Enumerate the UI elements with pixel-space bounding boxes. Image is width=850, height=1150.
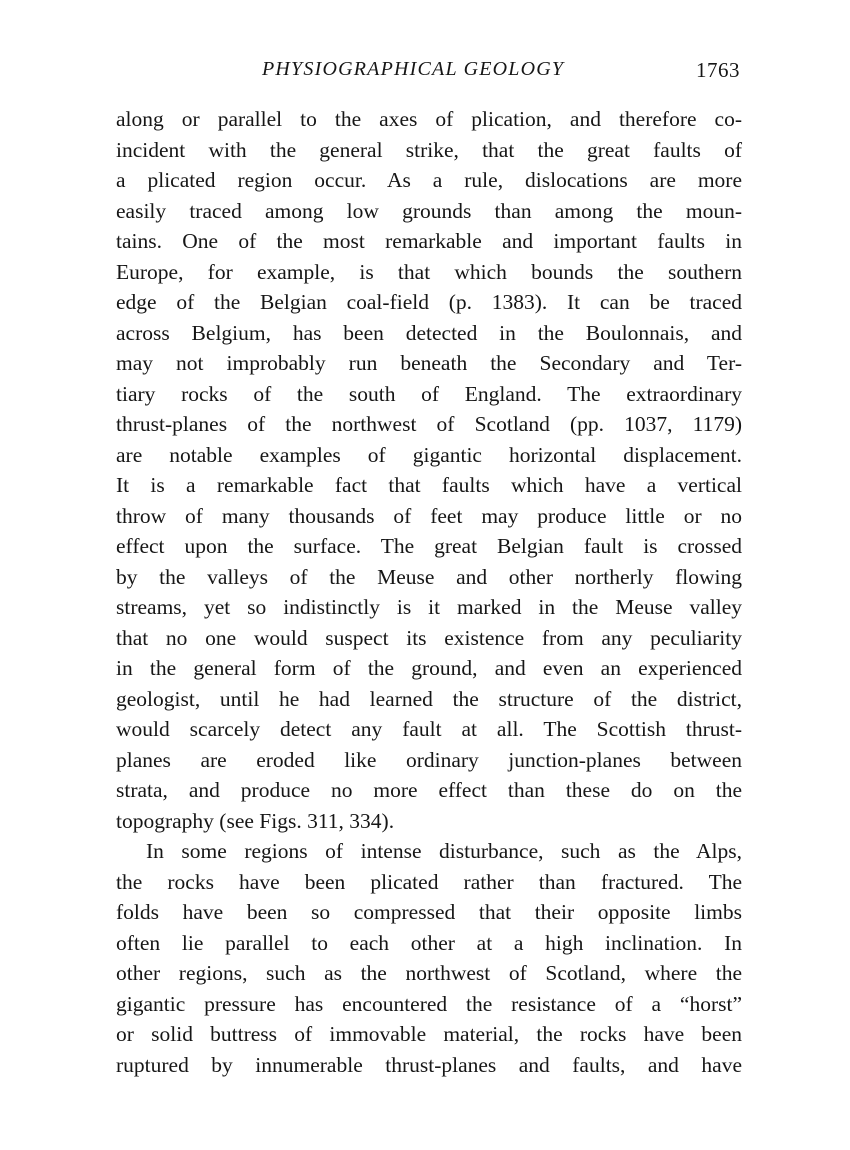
text-line: a plicated region occur. As a rule, dislocations are more [116, 168, 742, 192]
text-line: gigantic pressure has encountered the resistance of a “horst” [116, 991, 742, 1016]
text-line: may not improbably run beneath the Secondary and Ter- [116, 351, 742, 375]
text-line: ruptured by innumerable thrust-planes and faults, and have [116, 1052, 742, 1077]
text-line: or solid buttress of immovable material, the rocks have been [116, 1022, 742, 1046]
text-line: effect upon the surface. The great Belgian fault is crossed [116, 534, 742, 558]
text-line: across Belgium, has been detected in the Boulonnais, and [116, 320, 742, 345]
text-line: strata, and produce no more effect than these do on the [116, 778, 742, 802]
text-line: often lie parallel to each other at a high inclination. In [116, 930, 742, 955]
text-line: are notable examples of gigantic horizontal displacement. [116, 442, 742, 467]
text-line: the rocks have been plicated rather than fractured. The [116, 869, 742, 894]
text-line: planes are eroded like ordinary junction-planes between [116, 747, 742, 772]
paragraph [116, 836, 742, 1080]
text-line: along or parallel to the axes of plication, and therefore co- [116, 107, 742, 131]
text-line: tains. One of the most remarkable and important faults in [116, 229, 742, 253]
body-text [116, 104, 742, 1080]
text-line: It is a remarkable fact that faults which have a vertical [116, 473, 742, 497]
page-number: 1763 [696, 58, 740, 82]
text-line: In some regions of intense disturbance, such as the Alps, [146, 839, 742, 863]
text-line: easily traced among low grounds than among the moun- [116, 198, 742, 223]
text-line: folds have been so compressed that their opposite limbs [116, 900, 742, 924]
running-head [116, 58, 742, 88]
text-line: throw of many thousands of feet may produce little or no [116, 503, 742, 528]
text-line: by the valleys of the Meuse and other northerly flowing [116, 564, 742, 589]
text-line: streams, yet so indistinctly is it marked in the Meuse valley [116, 595, 742, 619]
text-line: other regions, such as the northwest of Scotland, where the [116, 961, 742, 985]
text-line: incident with the general strike, that the great faults of [116, 137, 742, 162]
text-line: would scarcely detect any fault at all. The Scottish thrust- [116, 717, 742, 741]
text-line: Europe, for example, is that which bounds the southern [116, 259, 742, 284]
text-line: in the general form of the ground, and even an experienced [116, 656, 742, 680]
paragraph [116, 104, 742, 836]
text-line: topography (see Figs. 311, 334). [116, 808, 395, 833]
text-line: thrust-planes of the northwest of Scotland (pp. 1037, 1179) [116, 412, 742, 436]
text-line: that no one would suspect its existence from any peculiarity [116, 625, 742, 650]
text-line: geologist, until he had learned the structure of the district, [116, 686, 742, 711]
text-line: tiary rocks of the south of England. The extraordinary [116, 381, 742, 406]
text-line: edge of the Belgian coal-field (p. 1383). It can be traced [116, 290, 742, 314]
running-title: PHYSIOGRAPHICAL GEOLOGY [262, 58, 565, 80]
